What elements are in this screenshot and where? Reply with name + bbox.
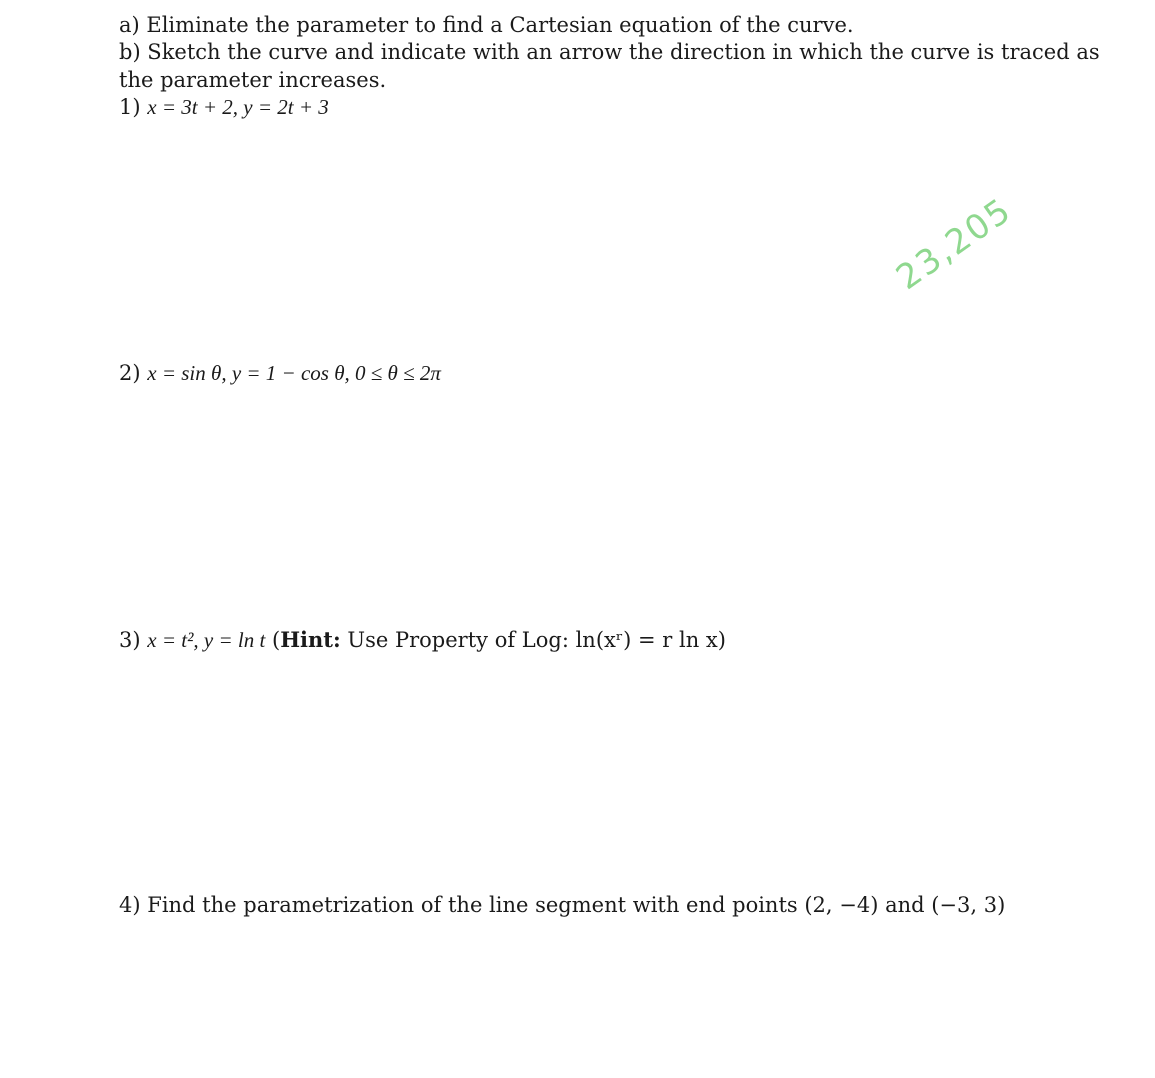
problem-3-hint-open: ( (271, 628, 281, 652)
problem-1-equation: x = 3t + 2, y = 2t + 3 (147, 95, 329, 119)
problem-3-hint-text: Use Property of Log: ln(xʳ) = r ln x) (347, 628, 726, 652)
problem-1-number: 1) (119, 95, 141, 119)
problem-3-equation: x = t², y = ln t (147, 628, 266, 652)
instruction-part-b-line1: b) Sketch the curve and indicate with an arrow the direction in which the curve is traced as (119, 40, 1100, 64)
problem-2-equation: x = sin θ, y = 1 − cos θ, 0 ≤ θ ≤ 2π (147, 361, 441, 385)
problem-3 (119, 626, 726, 654)
problem-3-number: 3) (119, 628, 141, 652)
instruction-part-b-line2: the parameter increases. (119, 68, 387, 92)
problem-2 (119, 360, 441, 387)
problem-2-number: 2) (119, 361, 141, 385)
problem-4-number: 4) (119, 893, 141, 917)
problem-4-text: Find the parametrization of the line segment with end points (2, −4) and (−3, 3) (147, 893, 1006, 917)
handwritten-annotation: 23,205 (889, 190, 1020, 298)
problem-1 (119, 94, 329, 121)
instruction-part-a: a) Eliminate the parameter to find a Cartesian equation of the curve. (119, 13, 854, 37)
problem-3-hint-label: Hint: (280, 627, 341, 652)
problem-4 (119, 892, 1005, 919)
